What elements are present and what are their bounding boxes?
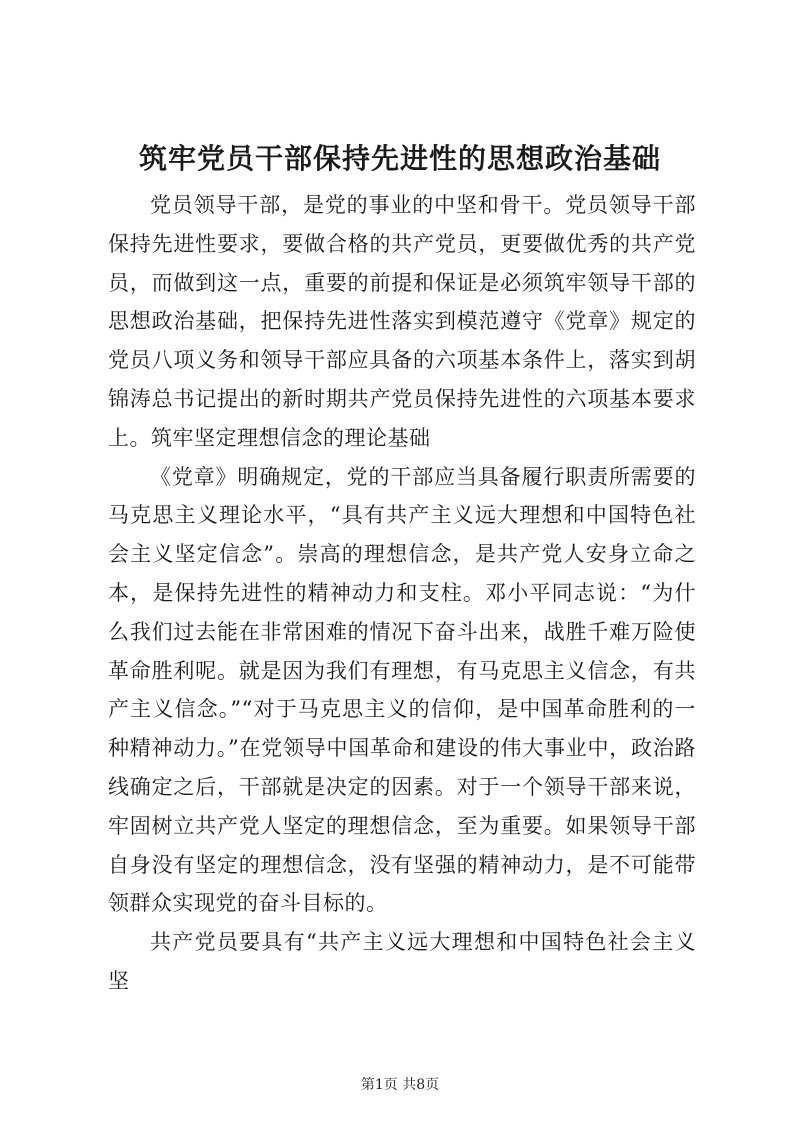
paragraph-3: 共产党员要具有“共产主义远大理想和中国特色社会主义坚 <box>108 930 696 993</box>
paragraph-1: 党员领导干部，是党的事业的中坚和骨干。党员领导干部保持先进性要求，要做合格的共产党员，更要做优秀的共产党员，而做到这一点，重要的前提和保证是必须筑牢领导干部的思想政治基础，把保持先进性落实到模范遵守《党章》规定的党员八项义务和领导干部应具备的六项基本条件上，落实到胡锦涛总书记提出的新时期共产党员保持先进性的六项基本要求上。筑牢坚定理想信念的理论基础 <box>108 193 696 450</box>
document-title: 筑牢党员干部保持先进性的思想政治基础 <box>138 142 661 175</box>
page-footer <box>0 1075 800 1095</box>
page-number-label: 第1页 共8页 <box>360 1077 440 1093</box>
document-body <box>108 186 696 1001</box>
paragraph-2: 《党章》明确规定，党的干部应当具备履行职责所需要的马克思主义理论水平，“具有共产主义远大理想和中国特色社会主义坚定信念”。崇高的理想信念，是共产党人安身立命之本，是保持先进性的精神动力和支柱。邓小平同志说：“为什么我们过去能在非常困难的情况下奋斗出来，战胜千难万险使革命胜利呢。就是因为我们有理想，有马克思主义信念，有共产主义信念。”“对于马克思主义的信仰，是中国革命胜利的一种精神动力。”在党领导中国革命和建设的伟大事业中，政治路线确定之后，干部就是决定的因素。对于一个领导干部来说，牢固树立共产党人坚定的理想信念，至为重要。如果领导干部自身没有坚定的理想信念，没有坚强的精神动力，是不可能带领群众实现党的奋斗目标的。 <box>108 464 696 916</box>
